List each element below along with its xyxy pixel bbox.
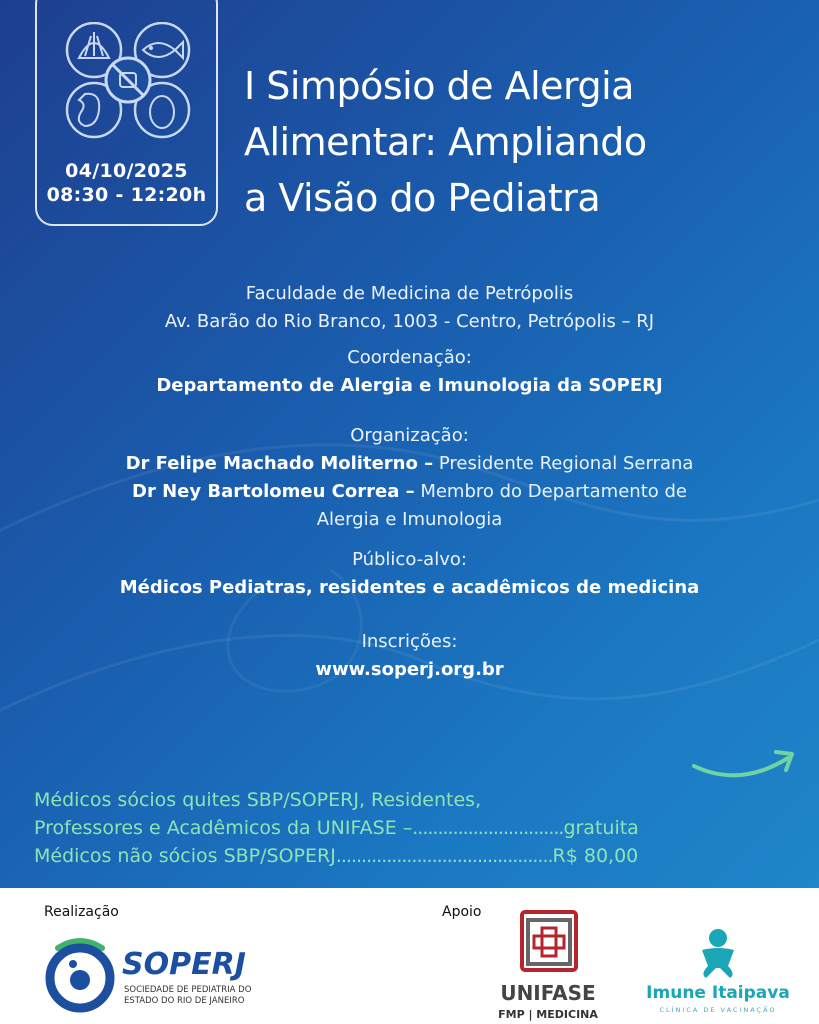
swoosh-arrow-icon <box>690 744 800 784</box>
unifase-wordmark: UNIFASE <box>500 981 596 1005</box>
pricing-dots: .............................. <box>412 817 564 839</box>
realizacao-label: Realização <box>44 904 119 920</box>
soperj-wordmark: SOPERJ <box>122 947 246 982</box>
organizer-1-name: Dr Felipe Machado Moliterno – <box>125 453 434 474</box>
pricing-nonmember-label: Médicos não sócios SBP/SOPERJ <box>34 845 336 867</box>
pricing-line-members: Médicos sócios quites SBP/SOPERJ, Residentes, <box>34 789 482 811</box>
pricing-dots: ........................................... <box>335 845 553 867</box>
title-line: I Simpósio de Alergia <box>244 64 634 108</box>
imune-wordmark: Imune Itaipava <box>646 983 790 1003</box>
pricing-free-value: gratuita <box>563 817 639 839</box>
audience-value: Médicos Pediatras, residentes e acadêmicos de medicina <box>119 577 700 598</box>
event-date: 04/10/2025 <box>65 160 188 182</box>
event-time: 08:30 - 12:20h <box>46 184 207 206</box>
pricing-info <box>34 786 774 870</box>
coordination-value: Departamento de Alergia e Imunologia da SOPERJ <box>156 375 663 396</box>
food-allergen-icons <box>63 22 193 140</box>
organizer-2-role-cont: Alergia e Imunologia <box>316 509 503 530</box>
organizer-2-name: Dr Ney Bartolomeu Correa – <box>132 481 415 502</box>
imune-itaipava-logo <box>636 926 800 1016</box>
sponsor-footer <box>0 888 819 1024</box>
organizer-2-role: Membro do Departamento de <box>414 481 687 502</box>
audience-label: Público-alvo: <box>352 549 467 570</box>
venue-name: Faculdade de Medicina de Petrópolis <box>245 283 574 304</box>
soperj-logo <box>40 934 270 1014</box>
event-title <box>244 58 804 226</box>
imune-subtitle: CLÍNICA DE VACINAÇÃO <box>659 1006 777 1014</box>
organizer-2 <box>0 478 819 506</box>
unifase-logo <box>488 906 608 1022</box>
registration-label: Inscrições: <box>361 631 458 652</box>
soperj-subtitle-2: ESTADO DO RIO DE JANEIRO <box>124 996 245 1006</box>
registration-link[interactable]: www.soperj.org.br <box>315 659 504 680</box>
unifase-subtitle: FMP | MEDICINA <box>498 1008 598 1021</box>
venue-address: Av. Barão do Rio Branco, 1003 - Centro, Petrópolis – RJ <box>164 311 655 332</box>
pricing-nonmember-value: R$ 80,00 <box>552 845 639 867</box>
soperj-subtitle-1: SOCIEDADE DE PEDIATRIA DO <box>124 985 252 995</box>
date-card <box>35 0 218 226</box>
title-line: Alimentar: Ampliando <box>244 120 647 164</box>
pricing-line-nonmembers <box>34 842 774 870</box>
organization-label: Organização: <box>350 425 469 446</box>
event-details <box>0 280 819 684</box>
apoio-label: Apoio <box>442 904 482 920</box>
pricing-free-label: Professores e Acadêmicos da UNIFASE – <box>34 817 413 839</box>
coordination-label: Coordenação: <box>347 347 472 368</box>
organizer-1 <box>0 450 819 478</box>
title-line: a Visão do Pediatra <box>244 176 601 220</box>
organizer-1-role: Presidente Regional Serrana <box>433 453 694 474</box>
pricing-line-free <box>34 814 774 842</box>
